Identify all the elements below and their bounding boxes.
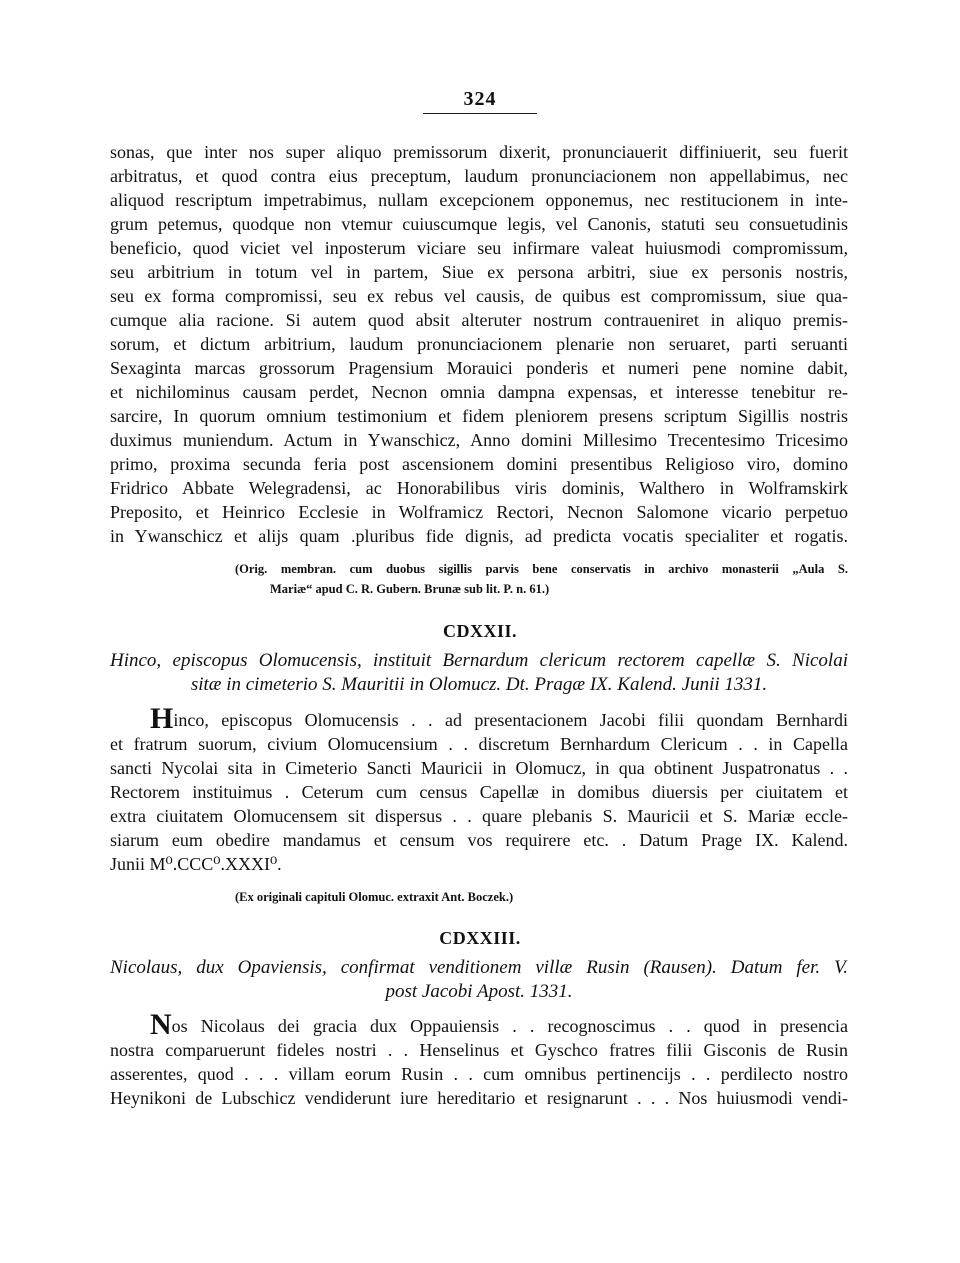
body-line: Sexaginta marcas grossorum Pragensium Morauici ponderis et numeri pene nomine dabit,	[110, 358, 848, 378]
document-heading: sitæ in cimeterio S. Mauritii in Olomucz. Dt. Pragæ IX. Kalend. Junii 1331.	[190, 674, 768, 695]
body-text: inco, episcopus Olomucensis . . ad presentacionem Jacobi filii quondam Bernhardi	[173, 710, 848, 730]
body-line: duximus muniendum. Actum in Ywanschicz, Anno domini Millesimo Trecentesimo Tricesimo	[110, 430, 848, 450]
body-line: sonas, que inter nos super aliquo premissorum dixerit, pronunciauerit diffiniuerit, seu fuerit	[110, 142, 848, 162]
body-line: grum petemus, quodque non vtemur cuiuscumque legis, vel Canonis, statuti seu consuetudinis	[110, 214, 848, 234]
document-number: CDXXIII.	[439, 928, 521, 948]
body-line: Fridrico Abbate Welegradensi, ac Honorabilibus viris dominis, Walthero in Wolframskirk	[110, 478, 848, 498]
body-line: nostra comparuerunt fideles nostri . . Henselinus et Gyschco fratres filii Gisconis de Rusin	[110, 1040, 848, 1060]
body-line: et nichilominus causam perdet, Necnon omnia dampna expensas, et interesse tenebitur re-	[110, 382, 848, 402]
body-line: et fratrum suorum, civium Olomucensium . . discretum Bernhardum Clericum . . in Capella	[110, 734, 848, 754]
body-line: arbitratus, et quod contra eius preceptum, laudum pronunciacionem non appellabimus, nec	[110, 166, 848, 186]
body-text: os Nicolaus dei gracia dux Oppauiensis . . recognoscimus . . quod in presencia	[171, 1016, 848, 1036]
body-line: sancti Nycolai sita in Cimeterio Sancti Mauricii in Olomucz, in qua obtinent Juspatronatus . .	[110, 758, 848, 778]
body-line: beneficio, quod viciet vel inposterum viciare seu infirmare valeat huiusmodi compromissum,	[110, 238, 848, 258]
source-note: Mariæ“ apud C. R. Gubern. Brunæ sub lit. P. n. 61.)	[270, 582, 550, 596]
drop-cap: N	[150, 1008, 172, 1041]
page-number-rule	[423, 113, 537, 114]
body-line: in Ywanschicz et alijs quam .pluribus fide dignis, ad predicta vocatis specialiter et rogatis.	[110, 526, 848, 546]
body-line: sorum, et dictum arbitrium, laudum pronunciacionem plenarie non seruaret, parti seruanti	[110, 334, 848, 354]
document-heading: Hinco, episcopus Olomucensis, instituit Bernardum clericum rectorem capellæ S. Nicolai	[110, 650, 848, 671]
body-line: seu ex forma compromissi, seu ex rebus vel causis, de quibus est compromissum, siue qua-	[110, 286, 848, 306]
page-number: 324	[463, 88, 497, 110]
body-line: asserentes, quod . . . villam eorum Rusin . . cum omnibus pertinencijs . . perdilecto nostro	[110, 1064, 848, 1084]
body-line	[150, 1008, 848, 1041]
document-heading: Nicolaus, dux Opaviensis, confirmat venditionem villæ Rusin (Rausen). Datum fer. V.	[110, 957, 848, 978]
document-number: CDXXII.	[442, 621, 517, 641]
body-line: seu arbitrium in totum vel in partem, Siue ex persona arbitri, siue ex personis nostris,	[110, 262, 848, 282]
body-line: cumque alia racione. Si autem quod absit alteruter nostrum contraueniret in aliquo premis-	[110, 310, 848, 330]
source-note: (Ex originali capituli Olomuc. extraxit Ant. Boczek.)	[235, 890, 514, 904]
body-line: Junii M⁰.CCC⁰.XXXI⁰.	[110, 854, 282, 874]
body-line: primo, proxima secunda feria post ascensionem domini presentibus Religioso viro, domino	[110, 454, 848, 474]
body-line: sarcire, In quorum omnium testimonium et fidem pleniorem presens scriptum Sigillis nostris	[110, 406, 848, 426]
body-line: Heynikoni de Lubschicz vendiderunt iure hereditario et resignarunt . . . Nos huiusmodi vendi-	[110, 1088, 848, 1108]
body-line: Preposito, et Heinrico Ecclesie in Wolframicz Rectori, Necnon Salomone vicario perpetuo	[110, 502, 848, 522]
body-line: extra ciuitatem Olomucensem sit dispersus . . quare plebanis S. Mauricii et S. Mariæ eccle-	[110, 806, 848, 826]
body-line: siarum eum obedire mandamus et censum vos requirere etc. . Datum Prage IX. Kalend.	[110, 830, 848, 850]
document-heading: post Jacobi Apost. 1331.	[385, 981, 573, 1002]
body-line: aliquod rescriptum impetrabimus, nullam excepcionem opponemus, nec restitucionem in inte-	[110, 190, 848, 210]
body-line: Rectorem instituimus . Ceterum cum census Capellæ in domibus diuersis per ciuitatem et	[110, 782, 848, 802]
source-note: (Orig. membran. cum duobus sigillis parvis bene conservatis in archivo monasterii „Aula S.	[235, 562, 848, 576]
drop-cap: H	[150, 702, 174, 735]
body-line	[150, 702, 848, 735]
